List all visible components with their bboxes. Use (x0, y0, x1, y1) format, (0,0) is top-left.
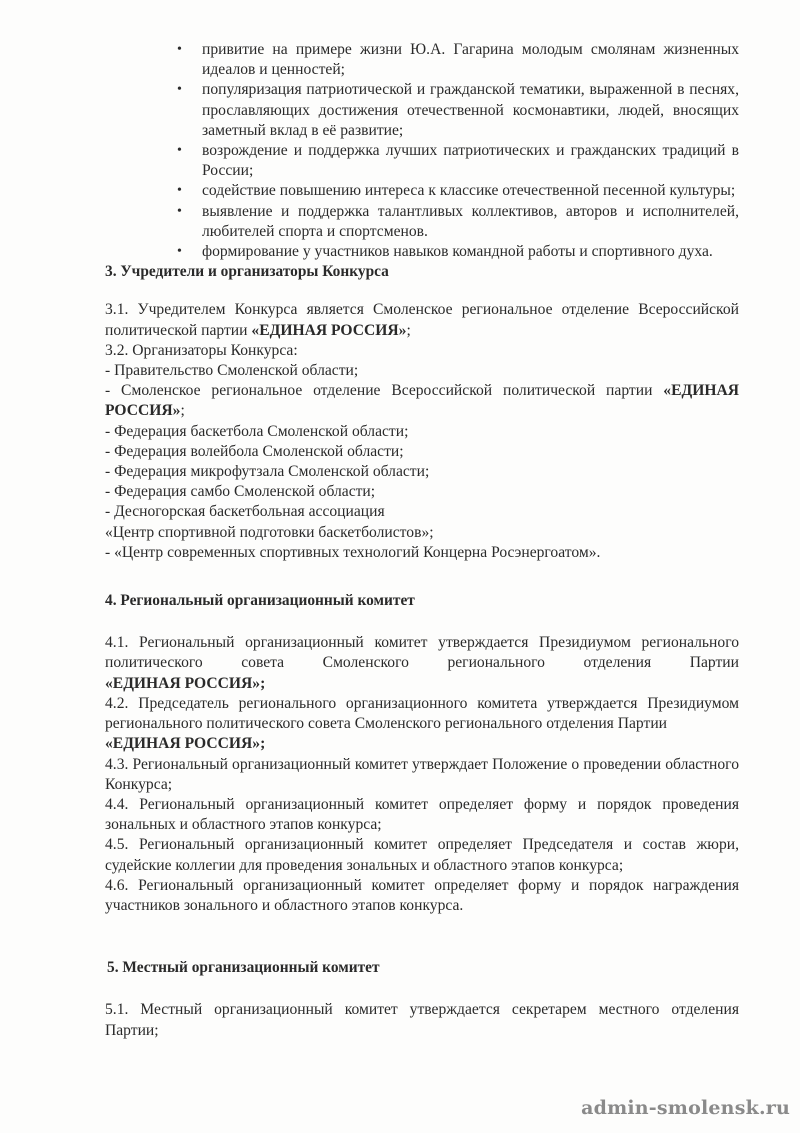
goals-list (105, 40, 739, 262)
organizer-item: - Смоленское региональное отделение Всероссийской политической партии «ЕДИНАЯ РОССИЯ»; (105, 382, 739, 420)
organizer-item: - Федерация волейбола Смоленской области; (105, 442, 404, 460)
organizer-item: - Федерация баскетбола Смоленской области; (105, 422, 409, 440)
list-item: • выявление и поддержка талантливых коллективов, авторов и исполнителей, любителей спорта и спортсменов. (202, 202, 739, 242)
paragraph-4-1-line2: политического совета Смоленского регионального отделения Партии (105, 654, 739, 672)
site-watermark: admin-smolensk.ru (581, 1097, 790, 1119)
organizer-item: - Правительство Смоленской области; (105, 362, 359, 380)
paragraph-4-3: 4.3. Региональный организационный комитет утверждает Положение о проведении областного Конкурса; (105, 755, 739, 793)
paragraph-4-1-line1: 4.1. Региональный организационный комитет утверждается Президиумом регионального (105, 634, 739, 652)
organizer-item: - Федерация микрофутзала Смоленской области; (105, 463, 430, 481)
organizer-item: - «Центр современных спортивных технологий Концерна Росэнергоатом». (105, 543, 601, 561)
section-3-heading: 3. Учредители и организаторы Конкурса (105, 263, 389, 281)
organizer-item: - Десногорская баскетбольная ассоциация (105, 503, 385, 521)
paragraph-3-1: 3.1. Учредителем Конкурса является Смоленское региональное отделение Всероссийской политической партии «ЕДИНАЯ РОССИЯ»; (105, 301, 739, 339)
paragraph-4-5: 4.5. Региональный организационный комитет определяет Председателя и состав жюри, судейские коллегии для проведения зональных и областного этапов конкурса; (105, 836, 739, 874)
paragraph-5-1: 5.1. Местный организационный комитет утверждается секретарем местного отделения Партии; (105, 1001, 739, 1039)
list-item: • привитие на примере жизни Ю.А. Гагарина молодым смолянам жизненных идеалов и ценностей; (202, 40, 739, 80)
list-item: • формирование у участников навыков командной работы и спортивного духа. (202, 242, 739, 262)
organizer-item: - Федерация самбо Смоленской области; (105, 483, 376, 501)
list-item: • содействие повышению интереса к классике отечественной песенной культуры; (202, 181, 739, 201)
list-item: • популяризация патриотической и гражданской тематики, выраженной в песнях, прославляющих достижения отечественной космонавтики, людей, вносящих заметный вклад в её развитие; (202, 80, 739, 141)
section-5-heading: 5. Местный организационный комитет (107, 959, 380, 977)
paragraph-4-6: 4.6. Региональный организационный комитет определяет форму и порядок награждения участников зонального и областного этапов конкурса. (105, 876, 739, 914)
party-name: «ЕДИНАЯ РОССИЯ»; (105, 735, 266, 753)
section-4-heading: 4. Региональный организационный комитет (105, 592, 415, 610)
organizer-item: «Центр спортивной подготовки баскетболистов»; (105, 523, 434, 541)
paragraph-3-2: 3.2. Организаторы Конкурса: (105, 341, 298, 359)
paragraph-4-4: 4.4. Региональный организационный комитет определяет форму и порядок проведения зональных и областного этапов конкурса; (105, 795, 739, 834)
document-body (105, 40, 739, 1041)
paragraph-4-2: 4.2. Председатель регионального организационного комитета утверждается Президиумом регионального политического совета Смоленского регионального отделения Партии (105, 694, 739, 733)
party-name: «ЕДИНАЯ РОССИЯ»; (105, 674, 266, 692)
list-item: • возрождение и поддержка лучших патриотических и гражданских традиций в России; (202, 141, 739, 181)
